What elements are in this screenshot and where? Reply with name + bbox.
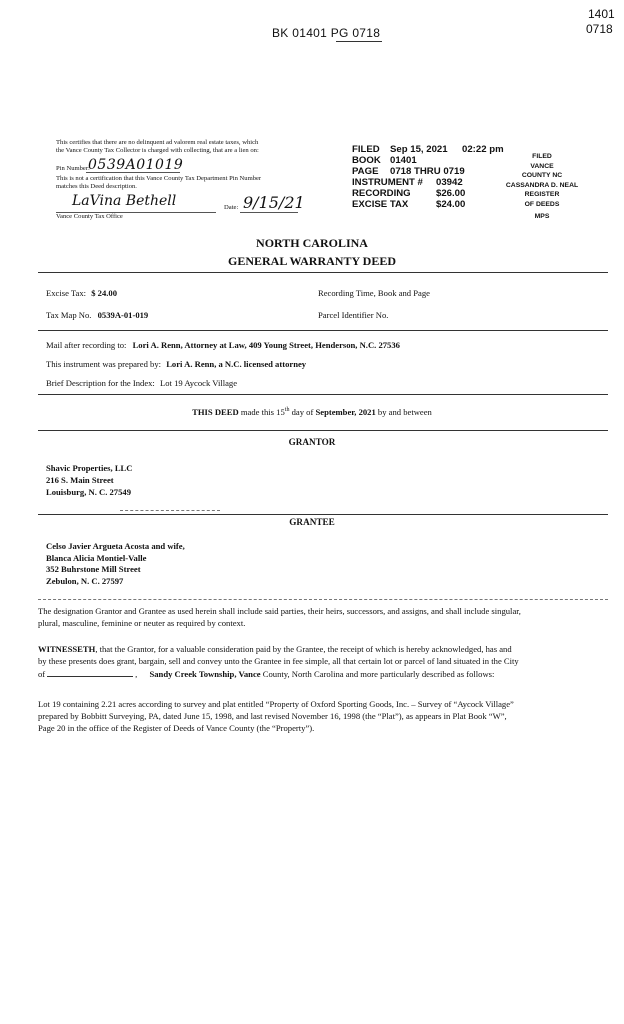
pin-value: 0539A01019 [88,157,184,173]
excise-tax-row [46,288,117,298]
designation-line1: The designation Grantor and Grantee as used herein shall include said parties, their heirs, successors, and assigns, and shall include singular, [38,606,521,616]
brief-rule [38,394,608,395]
tax-cert-line1: This certifies that there are no delinquent ad valorem real estate taxes, which [56,139,259,146]
tax-cert-note2: matches this Deed description. [56,183,137,190]
grantor-rule [38,430,608,431]
register-line-county: COUNTY NC [521,172,563,180]
register-line-filed: FILED [532,153,552,160]
lot-description [38,698,613,734]
tax-map-label: Tax Map No. [46,310,92,320]
excise-tax-value: $ 24.00 [91,288,117,298]
prepared-by-row [46,359,306,369]
lot-line1: Lot 19 containing 2.21 acres according to survey and plat entitled “Property of Oxford Sporting Goods, Inc. – Survey of “Aycock Village” [38,699,514,709]
grantor-heading: GRANTOR [288,437,336,447]
grantee-heading: GRANTEE [289,517,335,527]
witnesseth-lead: WITNESSETH [38,644,96,654]
recording-label: RECORDING [352,188,411,199]
filed-time: 02:22 pm [462,144,504,155]
tax-cert-note1: This is not a certification that this Vance County Tax Department Pin Number [56,175,262,182]
book-label: BOOK [352,155,381,166]
witnesseth-line3-tail: County, North Carolina and more particularly described as follows: [260,669,495,679]
excise-value: $24.00 [436,199,466,210]
witnesseth-line1: , that the Grantor, for a valuable consideration paid by the Grantee, the receipt of which is hereby acknowledged, has and [95,644,512,654]
prepared-label: This instrument was prepared by: [46,359,162,369]
filed-label: FILED [352,144,380,155]
mail-after-row [46,340,400,350]
instrument-label: INSTRUMENT # [352,177,423,188]
this-deed-dayof: day of [289,407,316,417]
prepared-value: Lori A. Renn, a N.C. licensed attorney [166,359,307,369]
grantor-street: 216 S. Main Street [46,475,114,485]
city-blank [47,667,133,677]
page-label: PAGE [352,166,379,177]
parcel-id-label: Parcel Identifier No. [318,310,389,320]
book-page-underline [336,41,382,42]
register-stamp [494,152,590,221]
date-label: Date: [224,204,239,211]
grantee-street: 352 Buhrstone Mill Street [46,564,141,574]
corner-book-number: 1401 [588,7,615,21]
state-title: NORTH CAROLINA [256,236,368,250]
register-line-vance: VANCE [530,162,554,170]
register-line-mps: MPS [534,212,550,220]
tax-cert-line2: the Vance County Tax Collector is charged with collecting, that are a lien on: [56,147,259,154]
this-deed-made: made this 15 [238,407,285,417]
witnesseth-township: Sandy Creek Township, Vance [149,669,261,679]
filing-stamp [352,144,512,210]
designation-paragraph [38,605,608,629]
grantee-spouse: Blanca Alicia Montiel-Valle [46,552,147,563]
tax-cert-block [56,139,346,155]
page-value: 0718 THRU 0719 [390,166,465,177]
date-value: 9/15/21 [243,193,305,212]
tax-map-row [46,310,148,320]
pin-underline [86,172,180,173]
grantor-address [46,462,133,498]
grantee-dashed-rule [38,599,608,600]
grantor-city: Louisburg, N. C. 27549 [46,487,131,497]
book-page-header: BK 01401 PG 0718 [272,26,381,40]
this-deed-line [0,407,624,417]
this-deed-date: September, 2021 [315,407,376,417]
witnesseth-of: of [38,669,46,679]
filed-date: Sep 15, 2021 [390,144,448,155]
mail-value: Lori A. Renn, Attorney at Law, 409 Young Street, Henderson, N.C. 27536 [132,340,400,350]
register-line-name: CASSANDRA D. NEAL [505,181,579,189]
pin-label: Pin Number: [56,165,90,172]
brief-label: Brief Description for the Index: [46,378,155,388]
grantor-dashed-rule [120,510,220,511]
this-deed-sup: th [284,407,290,414]
tax-office-label: Vance County Tax Office [56,213,123,220]
corner-page-number: 0718 [586,22,613,36]
mail-label: Mail after recording to: [46,340,127,350]
witnesseth-paragraph: WITNESSETH, that the Grantor, for a valuable consideration paid by the Grantee, the receipt of which is hereby acknowledged, has and by these presents does grant, bargain, sell and convey unto the Grantee in fee simple, all that certain lot or parcel of land situated in the City of , Sandy Creek Township, Vance County, North Carolina and more particularly described as follows: [38,643,613,680]
recording-value: $26.00 [436,188,466,199]
grantor-name: Shavic Properties, LLC [46,463,133,473]
brief-description-row [46,378,237,388]
title-rule [38,272,608,273]
brief-value: Lot 19 Aycock Village [159,378,238,388]
register-line-register: REGISTER [524,191,560,199]
this-deed-tail: by and between [375,407,432,417]
register-line-of-deeds: OF DEEDS [524,200,560,208]
book-value: 01401 [390,155,417,166]
info-rule [38,330,608,331]
grantee-rule [38,514,608,515]
excise-label: EXCISE TAX [352,199,409,210]
grantee-name: Celso Javier Argueta Acosta and wife, [46,541,185,551]
tax-signature: LaVina Bethell [72,193,177,209]
lot-line2: prepared by Bobbitt Surveying, PA, dated June 15, 1998, and last revised November 16, 1998 (the “Plat”), as appears in Plat Book “W”, [38,711,507,721]
tax-cert-note [56,175,261,191]
this-deed-lead: THIS DEED [192,407,239,417]
lot-line3: Page 20 in the office of the Register of Deeds of Vance County (the “Property”). [38,723,315,733]
deed-type-title: GENERAL WARRANTY DEED [227,254,397,268]
recording-time-label: Recording Time, Book and Page [318,288,430,298]
grantee-city: Zebulon, N. C. 27597 [46,575,124,586]
witnesseth-line2: by these presents does grant, bargain, sell and convey unto the Grantee in fee simple, all that certain lot or parcel of land situated in the City [38,656,519,666]
grantee-address [46,541,185,587]
date-underline [240,212,298,213]
excise-tax-label: Excise Tax: [46,288,87,298]
instrument-value: 03942 [436,177,463,188]
designation-line2: plural, masculine, feminine or neuter as required by context. [38,618,246,628]
tax-map-value: 0539A-01-019 [97,310,149,320]
